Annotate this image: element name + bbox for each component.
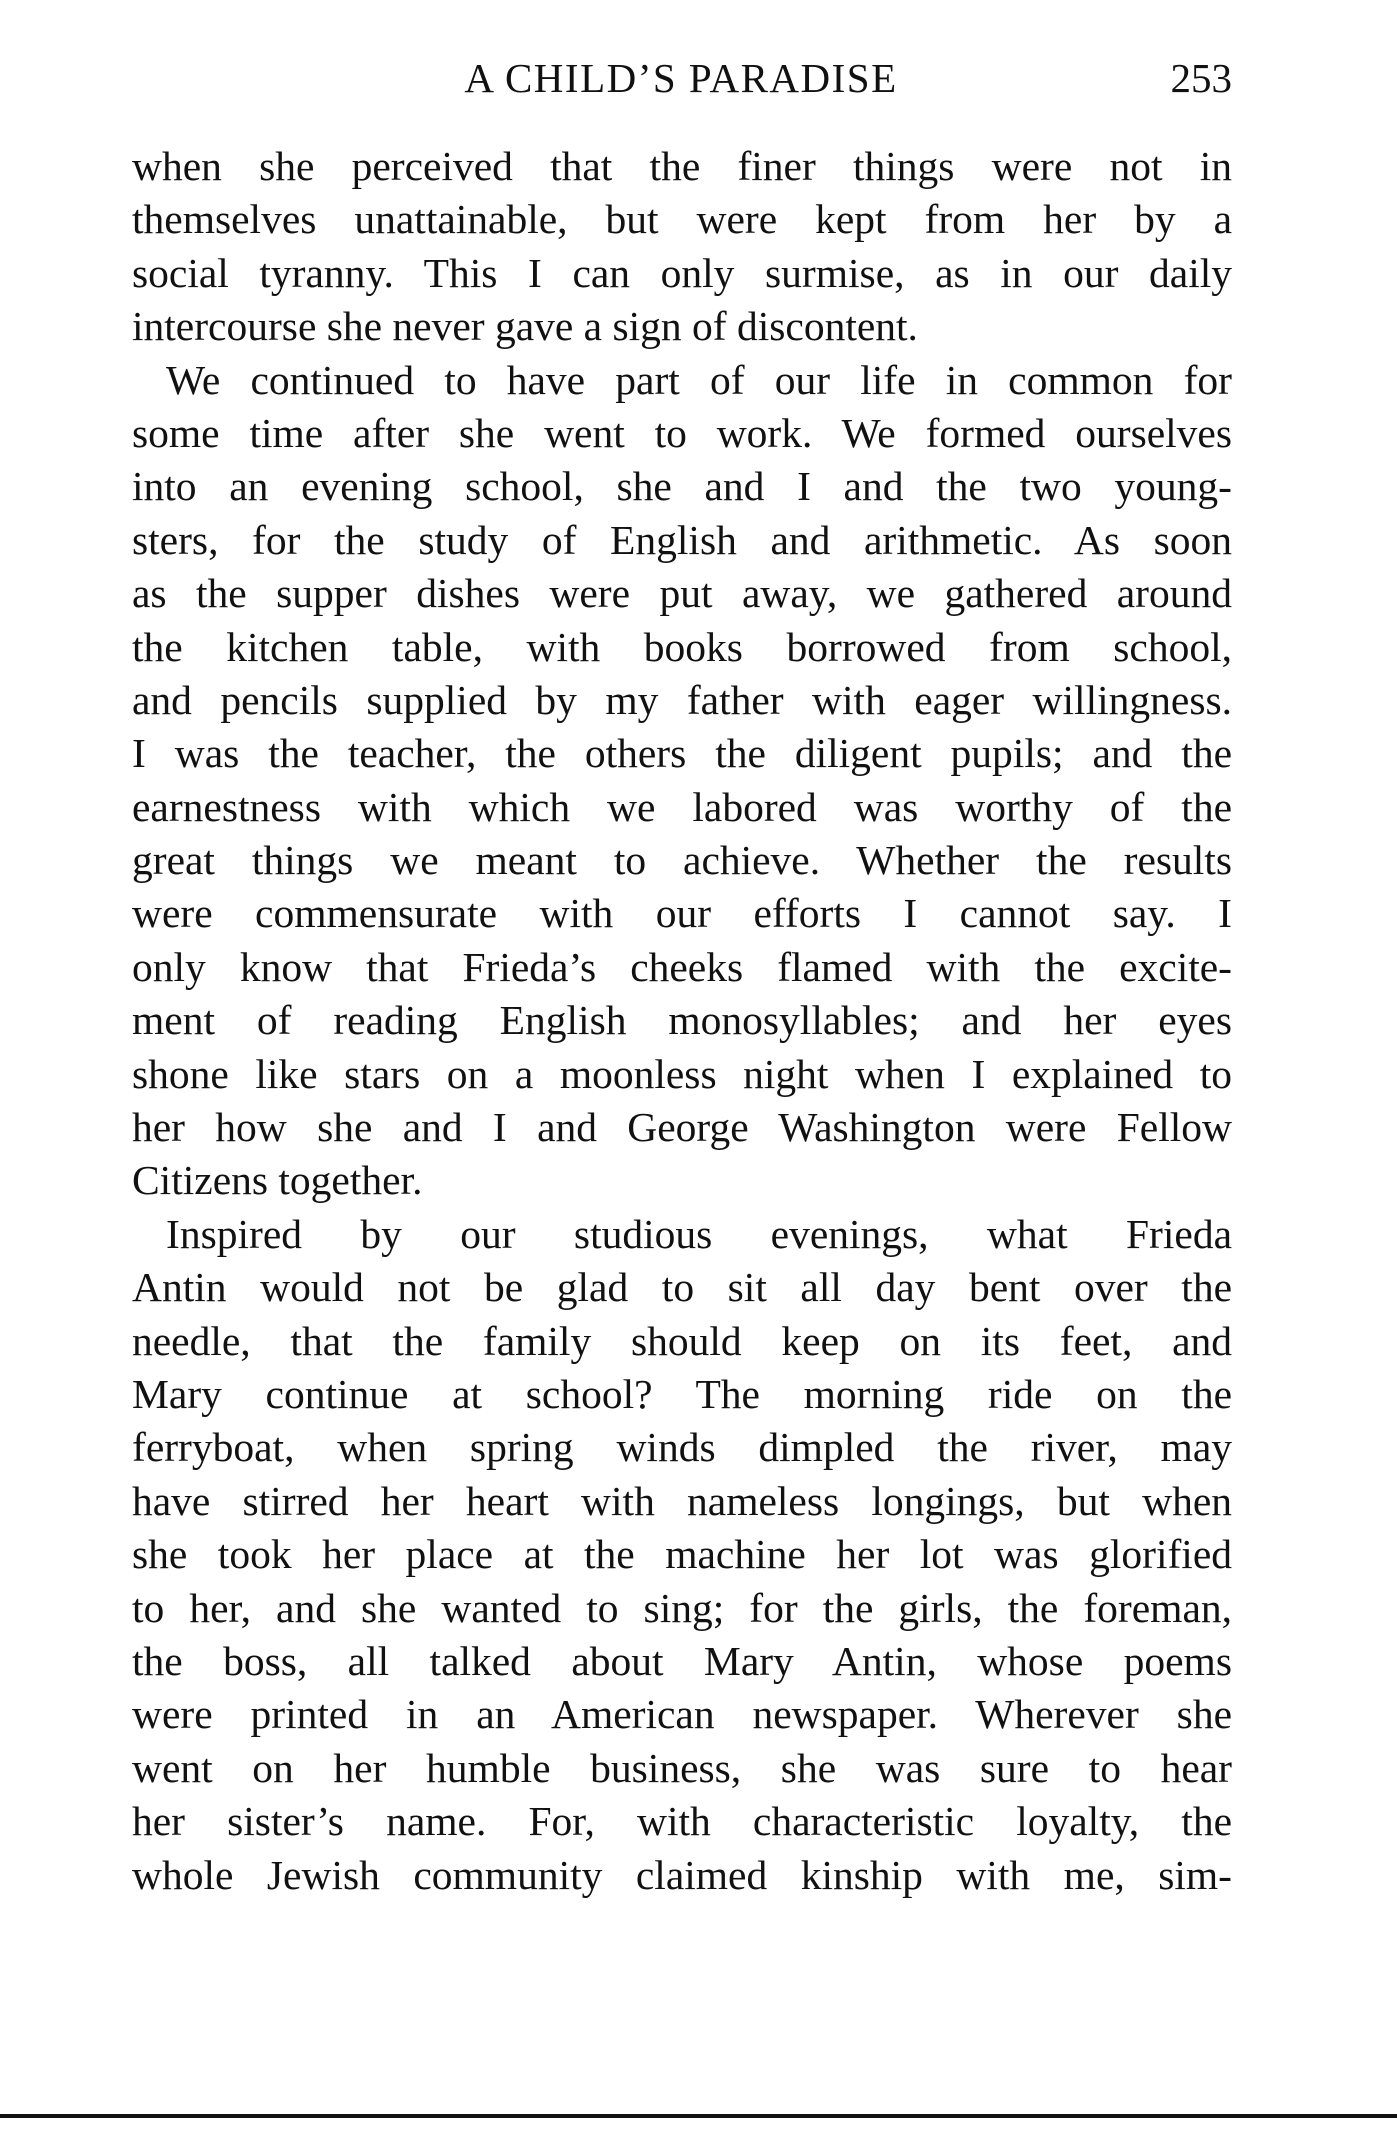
text-line: went on her humble business, she was sure to hear [132,1744,1232,1791]
text-line: some time after she went to work. We formed ourselves [132,409,1232,456]
text-line: only know that Frieda’s cheeks flamed with the excite- [132,943,1232,990]
text-line: when she perceived that the finer things were not in [132,143,1232,189]
body-text [132,140,1232,1902]
bottom-rule [0,2114,1397,2118]
text-line: intercourse she never gave a sign of discontent. [132,303,918,350]
text-line: the kitchen table, with books borrowed from school, [132,623,1232,670]
text-line: were printed in an American newspaper. Wherever she [132,1691,1232,1738]
text-line: themselves unattainable, but were kept from her by a [132,196,1232,243]
text-line: sters, for the study of English and arithmetic. As soon [132,516,1232,563]
paragraph-start-line: Inspired by our studious evenings, what Frieda [166,1210,1232,1257]
text-line: whole Jewish community claimed kinship with me, sim- [132,1851,1232,1898]
text-line: to her, and she wanted to sing; for the girls, the foreman, [132,1584,1232,1631]
text-line: Mary continue at school? The morning ride on the [132,1370,1232,1417]
text-line: needle, that the family should keep on its feet, and [132,1317,1232,1364]
text-line: have stirred her heart with nameless longings, but when [132,1477,1232,1524]
text-line: ferryboat, when spring winds dimpled the river, may [132,1424,1232,1471]
text-line: into an evening school, she and I and the two young- [132,463,1232,510]
text-line: as the supper dishes were put away, we gathered around [132,570,1232,617]
text-line: the boss, all talked about Mary Antin, whose poems [132,1637,1232,1684]
text-line: great things we meant to achieve. Whether the results [132,837,1232,884]
text-line: shone like stars on a moonless night when I explained to [132,1050,1232,1097]
running-head [130,48,1232,108]
text-line: were commensurate with our efforts I cannot say. I [132,890,1232,937]
text-line: ment of reading English monosyllables; and her eyes [132,997,1232,1044]
text-line: and pencils supplied by my father with eager willingness. [132,676,1232,723]
text-line: earnestness with which we labored was worthy of the [132,783,1232,830]
text-line: Citizens together. [132,1157,423,1204]
running-title: A CHILD’S PARADISE [464,55,898,101]
paragraph-start-line: We continued to have part of our life in common for [166,356,1232,403]
text-line: she took her place at the machine her lot was glorified [132,1531,1232,1578]
text-line: her how she and I and George Washington were Fellow [132,1104,1232,1151]
text-line: social tyranny. This I can only surmise, as in our daily [132,249,1232,296]
text-line: Antin would not be glad to sit all day bent over the [132,1264,1232,1311]
text-line: her sister’s name. For, with characteristic loyalty, the [132,1798,1232,1845]
page-number: 253 [1170,55,1232,101]
text-line: I was the teacher, the others the diligent pupils; and the [132,730,1232,777]
